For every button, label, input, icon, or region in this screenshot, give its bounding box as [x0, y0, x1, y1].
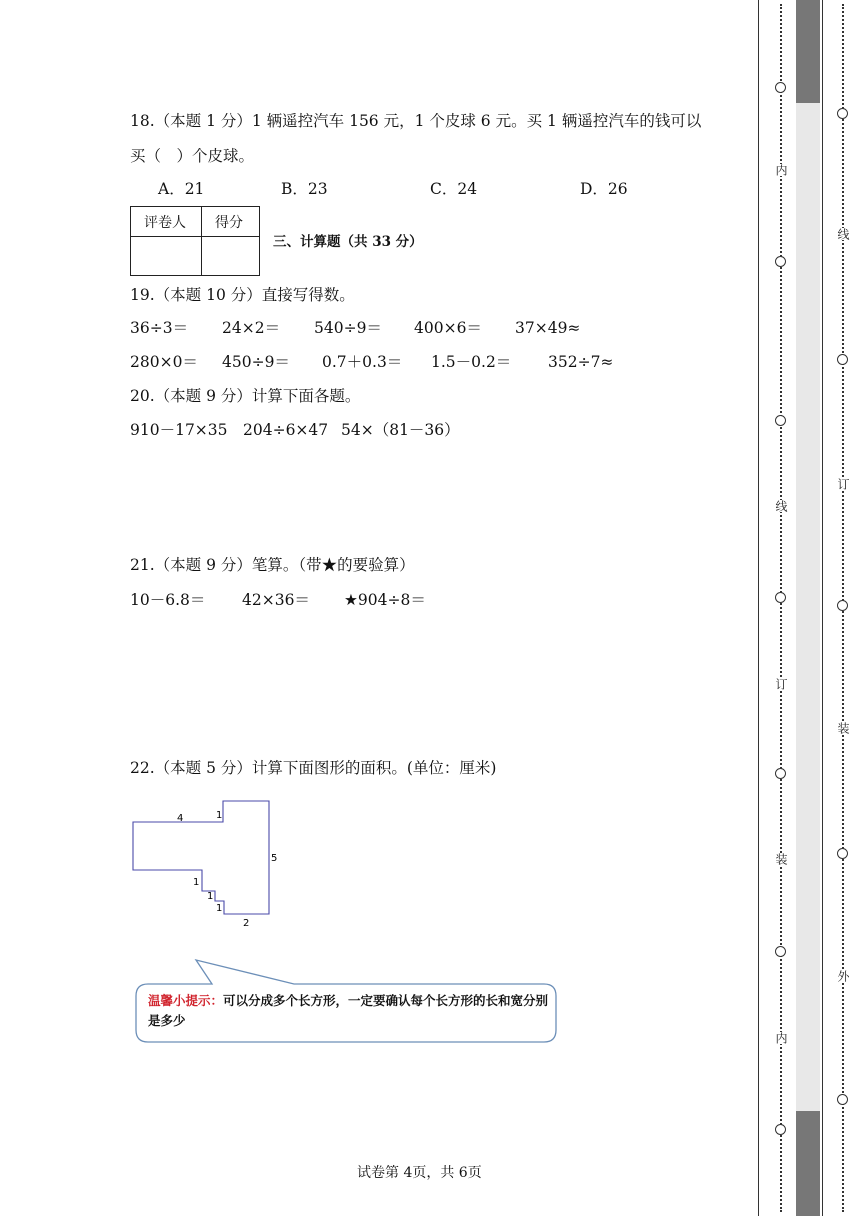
- page-footer: 试卷第 4页，共 6页: [357, 1165, 482, 1181]
- q21-item: 10－6.8＝: [130, 591, 206, 609]
- q19-item: 540÷9＝: [314, 319, 382, 337]
- option-a: A．21: [158, 180, 205, 198]
- q19-item: 450÷9＝: [222, 353, 290, 371]
- q20-item: 54×（81－36）: [341, 421, 460, 439]
- area-figure: [125, 795, 295, 935]
- label-step1: 1: [193, 877, 200, 888]
- binding-label: 线: [836, 228, 850, 240]
- label-bottom: 2: [243, 918, 250, 929]
- q19-title: 19.（本题 10 分）直接写得数。: [130, 286, 355, 304]
- q19-item: 352÷7≈: [548, 353, 614, 371]
- binding-label: 内: [774, 164, 788, 176]
- figure-outline: [133, 801, 269, 914]
- binding-strip: [756, 0, 860, 1216]
- binding-label: 装: [774, 853, 788, 865]
- binding-label: 订: [774, 678, 788, 690]
- option-c: C．24: [430, 180, 478, 198]
- q19-item: 1.5－0.2＝: [431, 353, 512, 371]
- q21-item: 42×36＝: [242, 591, 310, 609]
- q21-item: ★904÷8＝: [344, 591, 426, 609]
- q20-item: 204÷6×47: [243, 421, 329, 439]
- option-d: D．26: [580, 180, 628, 198]
- binding-hole-icon: [775, 592, 786, 603]
- q22-title: 22.（本题 5 分）计算下面图形的面积。(单位：厘米): [130, 759, 497, 777]
- binding-hole-icon: [775, 946, 786, 957]
- binding-label: 装: [836, 722, 850, 734]
- binding-hole-icon: [775, 415, 786, 426]
- q19-item: 37×49≈: [515, 319, 581, 337]
- label-notch: 1: [216, 810, 223, 821]
- binding-hole-icon: [775, 1124, 786, 1135]
- binding-hole-icon: [775, 82, 786, 93]
- q21-title: 21.（本题 9 分）笔算。（带★的要验算）: [130, 556, 415, 574]
- section-title: 三、计算题（共 33 分）: [273, 234, 423, 250]
- label-top: 4: [177, 813, 184, 824]
- label-right: 5: [271, 853, 278, 864]
- tip-label: 温馨小提示：: [148, 993, 224, 1008]
- q19-item: 36÷3＝: [130, 319, 189, 337]
- binding-label: 线: [774, 500, 788, 512]
- binding-hole-icon: [775, 768, 786, 779]
- binding-hole-icon: [775, 256, 786, 267]
- binding-hole-icon: [837, 1094, 848, 1105]
- q18-line1: 18.（本题 1 分）1 辆遥控汽车 156 元，1 个皮球 6 元。买 1 辆遥控汽车的钱可以: [130, 112, 702, 130]
- option-b: B．23: [281, 180, 328, 198]
- binding-hole-icon: [837, 354, 848, 365]
- q20-title: 20.（本题 9 分）计算下面各题。: [130, 387, 361, 405]
- binding-label: 内: [774, 1032, 788, 1044]
- q19-item: 0.7＋0.3＝: [322, 353, 403, 371]
- label-step2: 1: [207, 891, 214, 902]
- q18-line2: 买（ ）个皮球。: [130, 147, 255, 165]
- binding-label: 外: [836, 970, 850, 982]
- binding-label: 订: [836, 478, 850, 490]
- q19-item: 400×6＝: [414, 319, 482, 337]
- label-step3: 1: [216, 903, 223, 914]
- score-header: 得分: [215, 215, 243, 231]
- reviewer-header: 评卷人: [144, 215, 186, 231]
- binding-hole-icon: [837, 600, 848, 611]
- tip-text: 可以分成多个长方形，一定要确认每个长方形的长和宽分别是多少: [148, 993, 549, 1028]
- tip-text-block: [148, 991, 553, 1031]
- binding-hole-icon: [837, 108, 848, 119]
- score-table: [130, 206, 260, 276]
- binding-hole-icon: [837, 848, 848, 859]
- q20-item: 910－17×35: [130, 421, 228, 439]
- q19-item: 24×2＝: [222, 319, 281, 337]
- q19-item: 280×0＝: [130, 353, 198, 371]
